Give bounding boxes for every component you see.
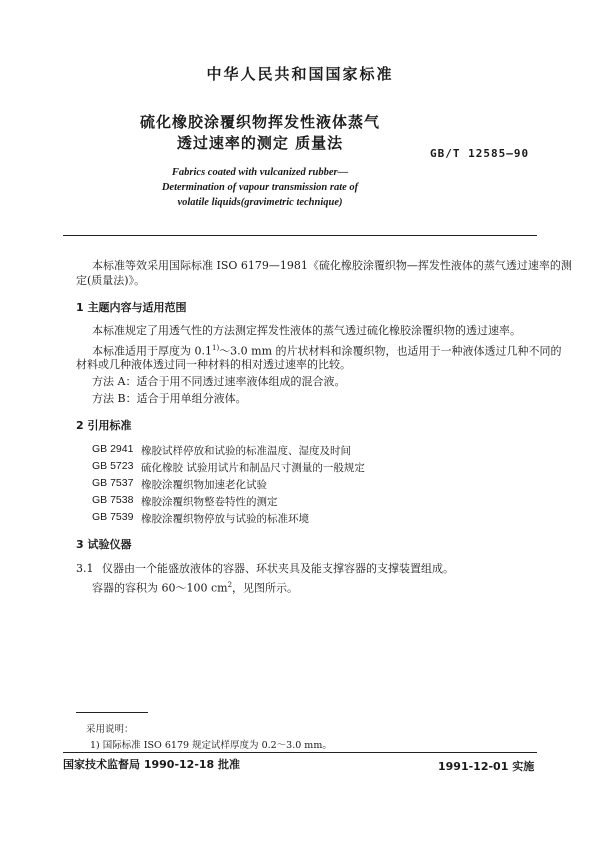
intro-line-2: 定(质量法)》。: [76, 274, 146, 287]
intro-line-1: 本标准等效采用国际标准 ISO 6179—1981《硫化橡胶涂覆织物—挥发性液体的蒸气透过速率的测: [92, 259, 572, 272]
ref-title: 硫化橡胶 试验用试片和制品尺寸测量的一般规定: [141, 462, 365, 474]
english-title-line-1: Fabrics coated with vulcanized rubber—: [171, 167, 349, 178]
ref-title: 橡胶涂覆织物加速老化试验: [141, 479, 267, 491]
top-divider: [63, 235, 537, 236]
method-a: 方法 A：适合于用不同透过速率液体组成的混合液。: [92, 375, 346, 388]
section-1-paragraph-3: 材料或几种液体透过同一种材料的相对透过速率的比较。: [76, 358, 351, 371]
section-2-heading: 2 引用标准: [76, 419, 132, 432]
footnote-ref-1: 1): [212, 344, 220, 352]
title-line-2: 透过速率的测定 质量法: [176, 134, 344, 152]
section-1-paragraph-2: [92, 341, 562, 359]
document-header: 中华人民共和国国家标准: [206, 65, 394, 83]
english-title-line-2: Determination of vapour transmission rate of: [161, 182, 359, 193]
ref-code: GB 7537: [92, 477, 134, 489]
ref-title: 橡胶试样停放和试验的标准温度、湿度及时间: [141, 445, 351, 457]
section-3-heading: 3 试验仪器: [76, 538, 132, 551]
footnote-text: 1) 国际标准 ISO 6179 规定试样厚度为 0.2～3.0 mm。: [90, 740, 332, 751]
capacity-end: ，见图所示。: [232, 581, 299, 595]
footnote-divider: [76, 712, 148, 713]
clause-3-1-text: 仪器由一个能盛放液体的容器、环状夹具及能支撑容器的支撑装置组成。: [102, 562, 454, 575]
method-b: 方法 B：适合于用单组分液体。: [92, 392, 247, 405]
section-1-heading: 1 主题内容与适用范围: [76, 301, 187, 314]
ref-code: GB 5723: [92, 460, 134, 472]
ref-code: GB 7539: [92, 511, 134, 523]
ref-code: GB 2941: [92, 443, 134, 455]
ref-title: 橡胶涂覆织物停放与试验的标准环境: [141, 513, 309, 525]
capacity-superscript: 2: [227, 581, 233, 589]
section-1-paragraph-1: 本标准规定了用透气性的方法测定挥发性液体的蒸气透过硫化橡胶涂覆织物的透过速率。: [92, 324, 521, 337]
p2-start: 本标准适用于厚度为 0.1: [92, 344, 212, 358]
ref-title: 橡胶涂覆织物整卷特性的测定: [141, 496, 278, 508]
clause-3-1-number: 3.1: [76, 562, 94, 575]
title-line-1: 硫化橡胶涂覆织物挥发性液体蒸气: [139, 113, 380, 131]
english-title-line-3: volatile liquids(gravimetric technique): [177, 197, 343, 208]
container-capacity: [92, 578, 298, 596]
p2-end: ～3.0 mm 的片状材料和涂覆织物，也适用于一种液体透过几种不同的: [219, 344, 562, 358]
footnote-label: 采用说明：: [86, 724, 134, 735]
effective-date: 1991-12-01 实施: [438, 760, 535, 773]
capacity-start: 容器的容积为 60～100 cm: [92, 581, 228, 595]
standard-number: GB/T 12585—90: [430, 147, 530, 160]
bottom-divider: [63, 752, 537, 753]
approval-date: 国家技术监督局 1990-12-18 批准: [63, 758, 241, 771]
ref-code: GB 7538: [92, 494, 134, 506]
